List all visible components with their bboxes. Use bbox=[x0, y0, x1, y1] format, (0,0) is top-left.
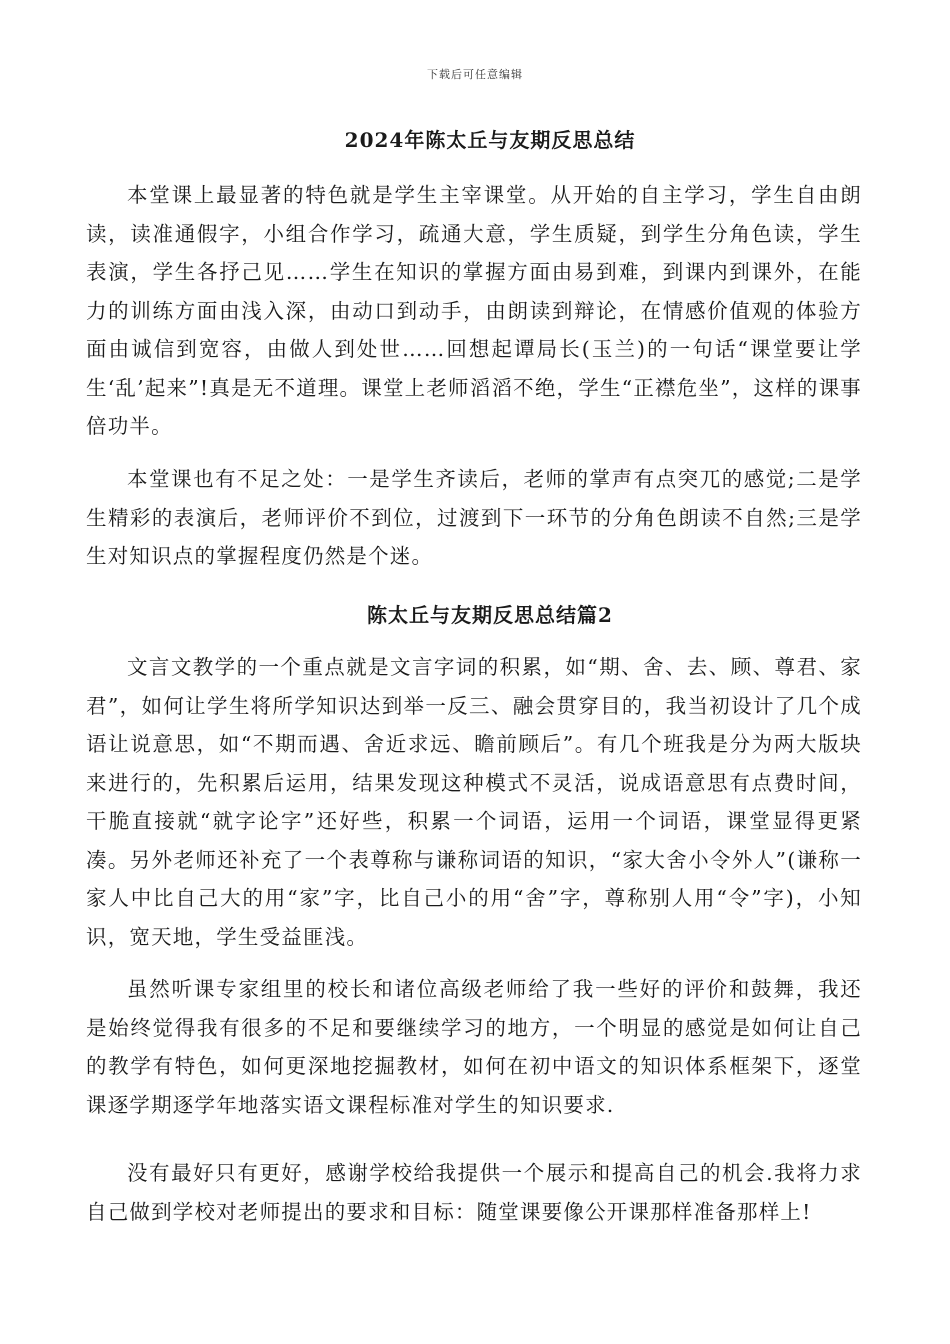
section-1-title: 2024年陈太丘与友期反思总结 bbox=[344, 128, 636, 152]
section-2-paragraph-2: 虽然听课专家组里的校长和诸位高级老师给了我一些好的评价和鼓舞，我还是始终觉得我有很多的不足和要继续学习的地方，一个明显的感觉是如何让自己的教学有特色，如何更深地挖掘教材，如何在初中语文的知识体系框架下，逐堂课逐学期逐学年地落实语文课程标准对学生的知识要求. bbox=[86, 977, 862, 1117]
section-1-paragraph-1: 本堂课上最显著的特色就是学生主宰课堂。从开始的自主学习，学生自由朗读，读准通假字，小组合作学习，疏通大意，学生质疑，到学生分角色读，学生表演，学生各抒己见……学生在知识的掌握方面由易到难，到课内到课外，在能力的训练方面由浅入深，由动口到动手，由朗读到辩论，在情感价值观的体验方面由诚信到宽容，由做人到处世……回想起谭局长(玉兰)的一句话“课堂要让学生‘乱’起来”!真是无不道理。课堂上老师滔滔不绝，学生“正襟危坐”，这样的课事倍功半。 bbox=[86, 183, 863, 438]
section-2-paragraph-3: 没有最好只有更好，感谢学校给我提供一个展示和提高自己的机会.我将力求自己做到学校对老师提出的要求和目标：随堂课要像公开课那样准备那样上! bbox=[86, 1161, 862, 1224]
section-2-title: 陈太丘与友期反思总结篇2 bbox=[367, 603, 613, 627]
section-2-paragraph-1: 文言文教学的一个重点就是文言字词的积累，如“期、舍、去、顾、尊君、家君”，如何让学生将所学知识达到举一反三、融会贯穿目的，我当初设计了几个成语让说意思，如“不期而遇、舍近求远、瞻前顾后”。有几个班我是分为两大版块来进行的，先积累后运用，结果发现这种模式不灵活，说成语意思有点费时间，干脆直接就“就字论字”还好些，积累一个词语，运用一个词语，课堂显得更紧凑。另外老师还补充了一个表尊称与谦称词语的知识，“家大舍小令外人”(谦称一家人中比自己大的用“家”字，比自己小的用“舍”字，尊称别人用“令”字)，小知识，宽天地，学生受益匪浅。 bbox=[86, 655, 862, 949]
section-1-paragraph-2: 本堂课也有不足之处：一是学生齐读后，老师的掌声有点突兀的感觉;二是学生精彩的表演后，老师评价不到位，过渡到下一环节的分角色朗读不自然;三是学生对知识点的掌握程度仍然是个迷。 bbox=[86, 467, 862, 568]
header-note: 下载后可任意编辑 bbox=[427, 68, 523, 81]
